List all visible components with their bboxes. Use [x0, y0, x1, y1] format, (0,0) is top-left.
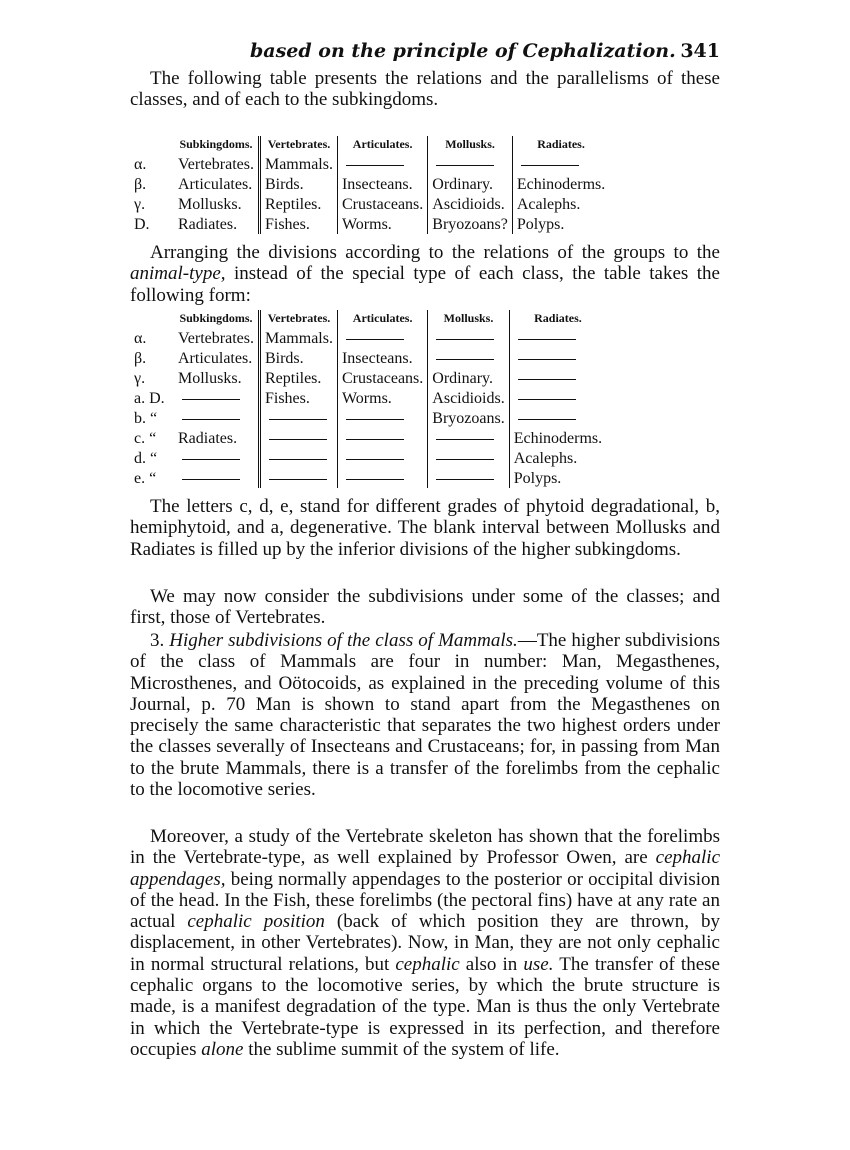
table-cell-blank [509, 388, 606, 408]
table-cell: Crustaceans. [337, 194, 427, 214]
column-header: Articulates. [337, 310, 427, 328]
table-row [130, 348, 606, 368]
table-cell: Insecteans. [337, 348, 427, 368]
blank-dash [518, 399, 576, 400]
table-cell: Worms. [337, 214, 427, 234]
header-blank [130, 310, 174, 328]
blank-dash [436, 439, 494, 440]
table-cell-blank [337, 448, 427, 468]
table-cell: Mollusks. [174, 368, 259, 388]
table-cell: Fishes. [259, 214, 337, 234]
blank-dash [346, 339, 404, 340]
column-header: Vertebrates. [259, 310, 337, 328]
paragraph-moreover: Moreover, a study of the Vertebrate skeleton has shown that the forelimbs in the Vertebrate-type, as well explained by Professor Owen, are cephalic appendages, being normally appendages to the posterior or occipital division of the head. In the Fish, these forelimbs (the pectoral fins) have at any rate an actual cephalic position (back of which position they are thrown, by displacement, in other Vertebrates). Now, in Man, they are not only cephalic in normal structural relations, but cephalic also in use. The transfer of these cephalic organs to the locomotive series, by which the brute structure is made, is a manifest degradation of the type. Man is thus the only Vertebrate in which the Vertebrate-type is expressed in its perfection, and therefore occupies alone the sublime summit of the system of life. [130, 826, 721, 1060]
page-number: 341 [680, 40, 720, 62]
blank-dash [518, 359, 576, 360]
table-cell-blank [509, 328, 606, 348]
table-row [130, 468, 606, 488]
table-cell: Reptiles. [259, 368, 337, 388]
table-cell-blank [174, 388, 259, 408]
column-header: Radiates. [534, 310, 582, 325]
row-label: α. [134, 156, 147, 173]
table-cell: Mammals. [259, 328, 337, 348]
table-cell: Worms. [337, 388, 427, 408]
table-row [130, 428, 606, 448]
table-cell-blank [428, 328, 509, 348]
column-header: Articulates. [337, 136, 427, 154]
header-blank [130, 136, 174, 154]
blank-dash [346, 459, 404, 460]
table-cell-blank [259, 468, 337, 488]
table-cell-blank [428, 448, 509, 468]
table-row [130, 194, 609, 214]
table-cell: Mammals. [259, 154, 337, 174]
paragraph-intro: The following table presents the relations and the parallelisms of these classes, and of each to the subkingdoms. [130, 68, 720, 111]
row-label: b. “ [134, 410, 158, 427]
table-cell: Fishes. [259, 388, 337, 408]
blank-dash [518, 419, 576, 420]
table-cell-blank [259, 408, 337, 428]
column-header: Mollusks. [428, 310, 509, 328]
table-cell: Polyps. [516, 216, 565, 233]
paragraph-subdivisions: We may now consider the subdivisions under some of the classes; and first, those of Vertebrates. [130, 586, 720, 629]
table-cell: Bryozoans. [428, 408, 509, 428]
row-label: a. D. [134, 390, 165, 407]
table-row [130, 388, 606, 408]
row-label: e. “ [134, 470, 157, 487]
table-cell-blank [337, 428, 427, 448]
blank-dash [269, 419, 327, 420]
table-cell: Bryozoans? [428, 214, 513, 234]
row-label: β. [134, 350, 147, 367]
table-cell: Insecteans. [337, 174, 427, 194]
table-cell: Articulates. [174, 348, 259, 368]
paragraph-letters: The letters c, d, e, stand for different grades of phytoid degradational, b, hemiphytoid, and a, degenerative. The blank interval between Mollusks and Radiates is filled up by the inferior divisions of the higher subkingdoms. [130, 496, 720, 560]
table-subkingdoms [130, 136, 609, 234]
table-cell-blank [509, 368, 606, 388]
row-label: γ. [134, 196, 146, 213]
row-label: α. [134, 330, 147, 347]
table-cell: Mollusks. [174, 194, 259, 214]
table-cell: Birds. [259, 348, 337, 368]
table-row [130, 214, 609, 234]
table-cell: Ascidioids. [428, 194, 513, 214]
blank-dash [269, 479, 327, 480]
table-row [130, 154, 609, 174]
blank-dash [346, 165, 404, 166]
row-label: D. [134, 216, 150, 233]
blank-dash [346, 439, 404, 440]
blank-dash [182, 459, 240, 460]
blank-dash [269, 459, 327, 460]
table-cell: Ascidioids. [428, 388, 509, 408]
blank-dash [182, 399, 240, 400]
blank-dash [436, 479, 494, 480]
blank-dash [436, 165, 494, 166]
table-cell: Echinoderms. [513, 430, 603, 447]
table-cell-blank [428, 428, 509, 448]
running-title: based on the principle of Cephalization. [250, 40, 676, 62]
table-cell: Birds. [259, 174, 337, 194]
row-label: d. “ [134, 450, 158, 467]
table-cell-blank [174, 408, 259, 428]
table-cell-blank [509, 348, 606, 368]
column-header: Subkingdoms. [174, 136, 259, 154]
row-label: β. [134, 176, 147, 193]
table-cell: Echinoderms. [516, 176, 606, 193]
table-row [130, 448, 606, 468]
blank-dash [269, 439, 327, 440]
paragraph-arranging: Arranging the divisions according to the relations of the groups to the animal-type, instead of the special type of each class, the table takes the following form: [130, 242, 720, 306]
column-header: Mollusks. [428, 136, 513, 154]
blank-dash [346, 419, 404, 420]
table-cell: Crustaceans. [337, 368, 427, 388]
table-cell-blank [337, 468, 427, 488]
table-cell: Acalephs. [516, 196, 581, 213]
column-header: Subkingdoms. [174, 310, 259, 328]
blank-dash [346, 479, 404, 480]
table-cell: Polyps. [513, 470, 562, 487]
table-cell: Acalephs. [513, 450, 578, 467]
table-cell-blank [428, 348, 509, 368]
running-head [130, 40, 720, 64]
blank-dash [436, 339, 494, 340]
table-cell: Ordinary. [428, 368, 509, 388]
column-header: Vertebrates. [259, 136, 337, 154]
section-heading: Higher subdivisions of the class of Mammals. [169, 630, 518, 651]
blank-dash [182, 419, 240, 420]
table-cell-blank [428, 154, 513, 174]
table-row [130, 408, 606, 428]
column-header: Radiates. [537, 136, 585, 151]
table-cell-blank [337, 408, 427, 428]
blank-dash [436, 359, 494, 360]
table-cell: Articulates. [174, 174, 259, 194]
blank-dash [436, 459, 494, 460]
blank-dash [521, 165, 579, 166]
row-label: γ. [134, 370, 146, 387]
table-cell-blank [428, 468, 509, 488]
table-row [130, 368, 606, 388]
table-row [130, 174, 609, 194]
table-cell-blank [512, 154, 609, 174]
blank-dash [518, 339, 576, 340]
blank-dash [518, 379, 576, 380]
table-animal-type [130, 310, 606, 488]
table-row [130, 328, 606, 348]
table-cell-blank [259, 448, 337, 468]
table-cell-blank [509, 408, 606, 428]
table-cell-blank [174, 468, 259, 488]
table-cell-blank [337, 328, 427, 348]
row-label: c. “ [134, 430, 157, 447]
paragraph-mammals: 3. Higher subdivisions of the class of Mammals.—The higher subdivisions of the class of Mammals are four in number: Man, Megasthenes, Microsthenes, and Oötocoids, as explained in the preceding volume of this Journal, p. 70 Man is shown to stand apart from the Megasthenes on precisely the same characteristic that separates the two highest orders under the classes severally of Insecteans and Crustaceans; for, in passing from Man to the brute Mammals, there is a transfer of the forelimbs from the cephalic to the locomotive series. [130, 630, 720, 801]
table-cell: Vertebrates. [174, 328, 259, 348]
table-cell: Reptiles. [259, 194, 337, 214]
table-cell-blank [337, 154, 427, 174]
blank-dash [182, 479, 240, 480]
table-cell: Vertebrates. [174, 154, 259, 174]
table-cell-blank [259, 428, 337, 448]
table-cell: Ordinary. [428, 174, 513, 194]
table-cell: Radiates. [174, 214, 259, 234]
table-cell: Radiates. [174, 428, 259, 448]
table-cell-blank [174, 448, 259, 468]
